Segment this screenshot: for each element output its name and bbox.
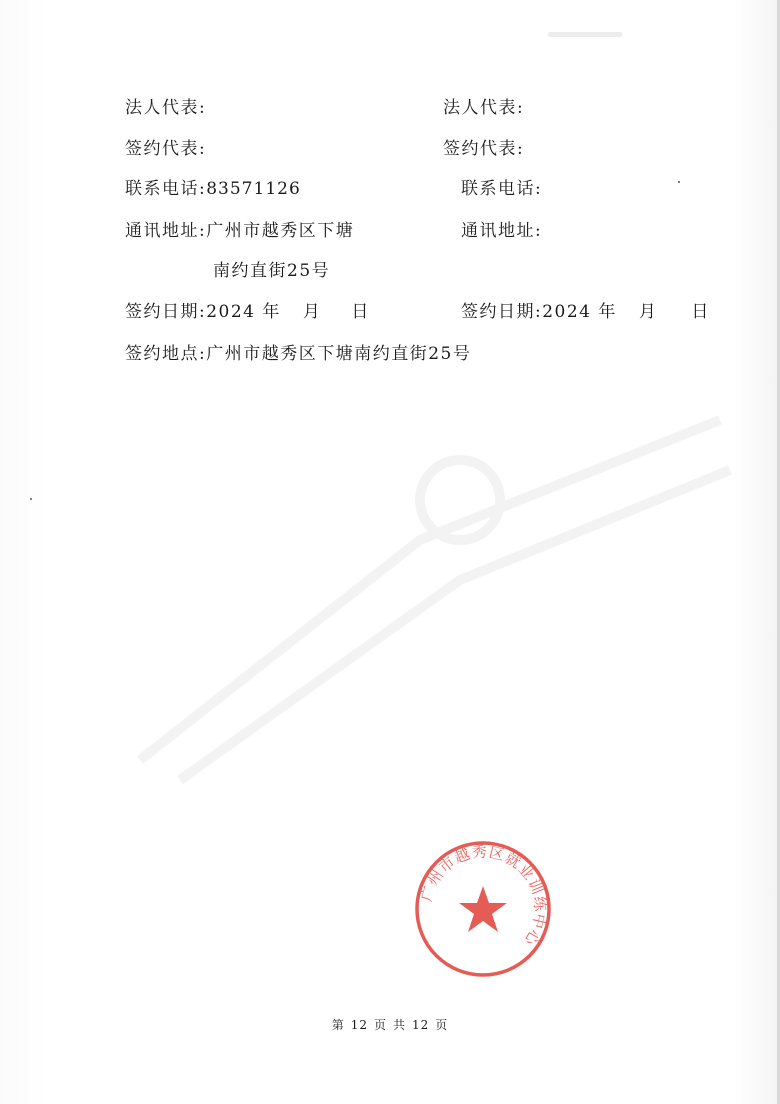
party-a-sign-rep bbox=[125, 137, 206, 161]
party-b-phone-label: 联系电话: bbox=[461, 179, 543, 199]
party-a-phone-value: 83571126 bbox=[206, 179, 301, 199]
faint-watermark bbox=[120, 380, 740, 800]
scan-speck bbox=[678, 181, 680, 183]
party-a-date-year: 2024 年 bbox=[206, 302, 281, 322]
footer-page-number: 12 bbox=[350, 1018, 368, 1032]
page-footer bbox=[0, 1017, 780, 1033]
party-b-legal-rep bbox=[443, 96, 524, 120]
scan-mark bbox=[548, 32, 622, 37]
party-a-phone bbox=[125, 177, 301, 201]
party-a-phone-label: 联系电话: bbox=[125, 179, 207, 199]
party-a-date-label: 签约日期: bbox=[125, 302, 207, 322]
seal-star-icon bbox=[459, 886, 507, 932]
party-a-legal-rep bbox=[125, 96, 206, 120]
party-b-sign-date bbox=[461, 300, 710, 324]
party-b-address-label: 通讯地址: bbox=[461, 221, 543, 241]
party-a-legal-rep-label: 法人代表: bbox=[125, 98, 207, 118]
party-a-address-continued bbox=[213, 259, 330, 283]
party-a-sign-date bbox=[125, 300, 370, 324]
party-b-address bbox=[461, 219, 542, 243]
party-a-address-line2: 南约直街25号 bbox=[213, 261, 331, 281]
party-a-address-line1: 广州市越秀区下塘 bbox=[206, 221, 355, 241]
party-a-date-day: 日 bbox=[351, 302, 370, 322]
party-a-address bbox=[125, 219, 354, 243]
party-b-legal-rep-label: 法人代表: bbox=[443, 98, 525, 118]
party-a-address-label: 通讯地址: bbox=[125, 221, 207, 241]
footer-page-word: 第 bbox=[331, 1018, 345, 1032]
party-b-sign-rep bbox=[443, 137, 524, 161]
sign-location-label: 签约地点: bbox=[125, 344, 207, 364]
party-b-date-month: 月 bbox=[638, 302, 658, 322]
footer-total-unit: 页 bbox=[435, 1018, 449, 1032]
scan-speck bbox=[30, 498, 32, 500]
footer-total-number: 12 bbox=[412, 1018, 430, 1032]
party-b-sign-rep-label: 签约代表: bbox=[443, 139, 525, 159]
sign-location-value: 广州市越秀区下塘南约直街25号 bbox=[206, 344, 472, 364]
party-b-date-year: 2024 年 bbox=[542, 302, 617, 322]
footer-page-unit: 页 bbox=[373, 1018, 387, 1032]
party-b-phone bbox=[461, 177, 542, 201]
sign-location bbox=[125, 342, 471, 366]
party-a-sign-rep-label: 签约代表: bbox=[125, 139, 207, 159]
party-b-date-label: 签约日期: bbox=[461, 302, 543, 322]
seal-text: 广州市越秀区就业训练中心 bbox=[417, 842, 550, 950]
footer-total-word: 共 bbox=[393, 1018, 407, 1032]
party-b-date-day: 日 bbox=[691, 302, 710, 322]
party-a-date-month: 月 bbox=[302, 302, 322, 322]
official-seal bbox=[412, 838, 554, 980]
